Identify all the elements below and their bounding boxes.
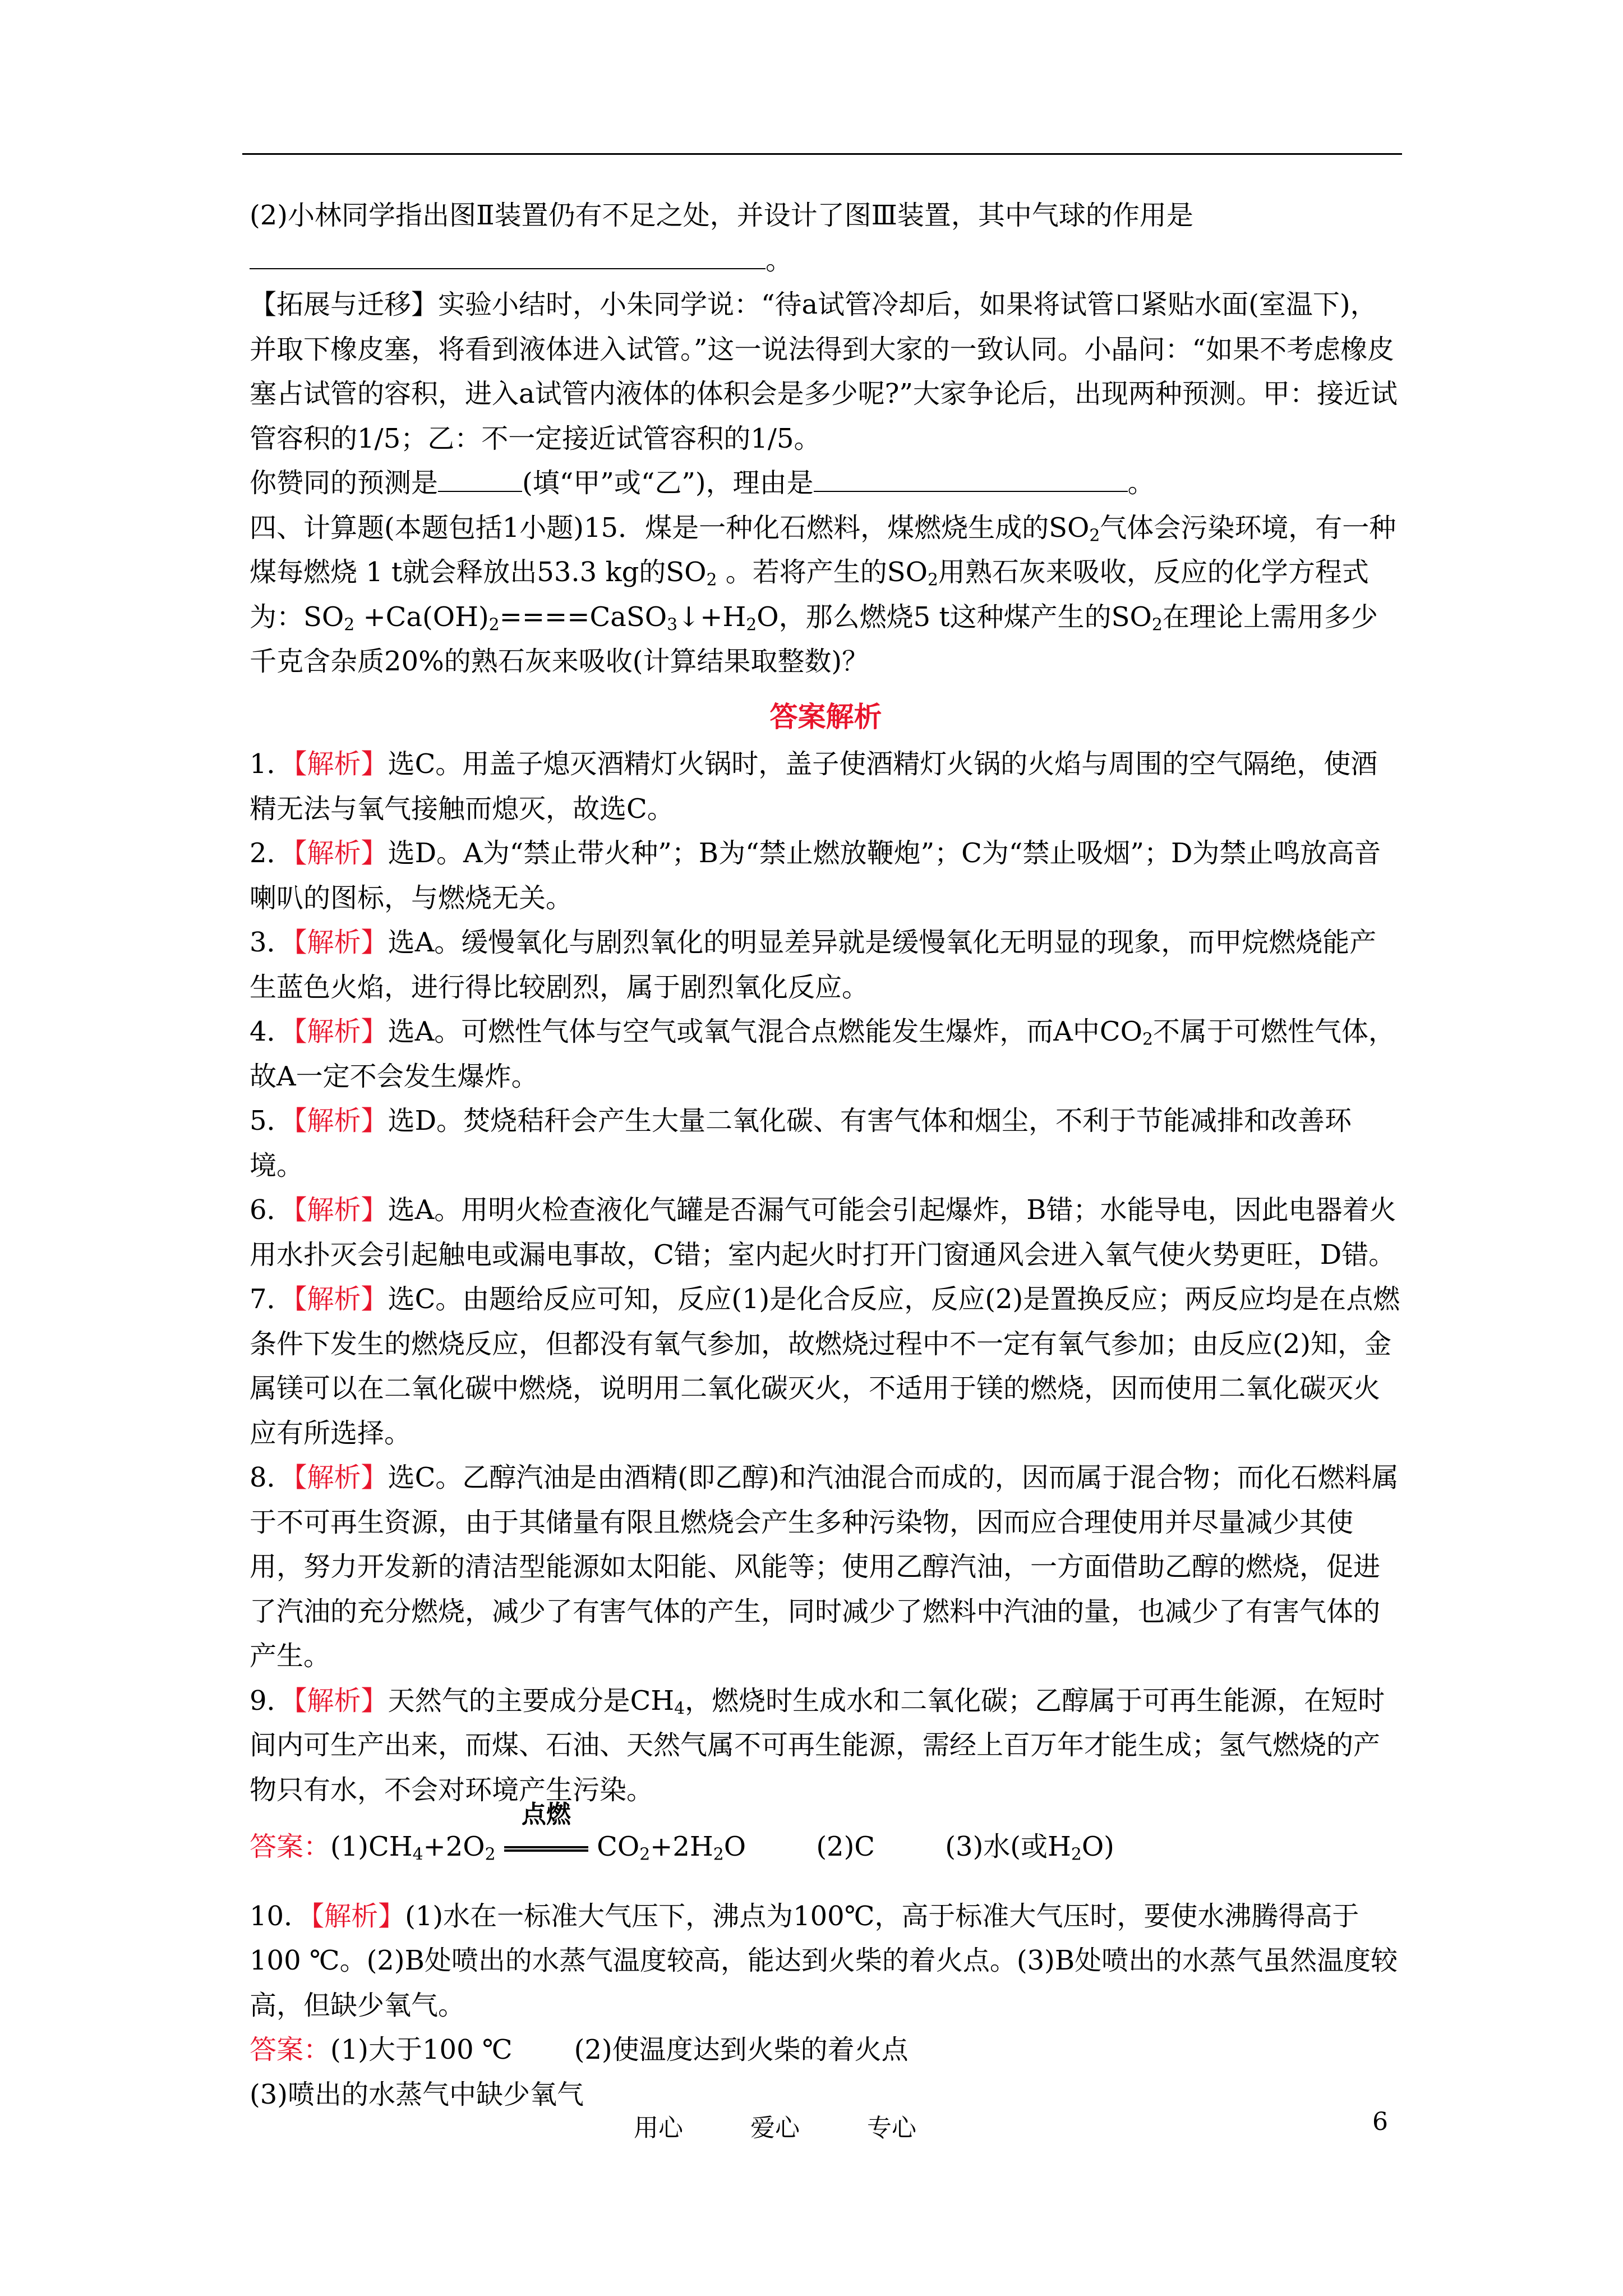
jiexi-label: 【解析】 [293,1462,388,1493]
answer-item-3 [250,921,1402,1010]
item-number: 9． [250,1685,294,1717]
answer-text: (3)喷出的水蒸气中缺少氧气 [250,2078,584,2110]
answer-blank [250,240,766,269]
item-number: 2． [250,838,294,869]
q14-part2-text: (2)小林同学指出图Ⅱ装置仍有不足之处，并设计了图Ⅲ装置，其中气球的作用是 [250,200,1193,231]
item-text: 选A。用明火检查液化气罐是否漏气可能会引起爆炸，B错；水能导电，因此电器着火用水扑灭会引起触电或漏电事故，C错；室内起火时打开门窗通风会进入氧气使火势更旺，D错。 [250,1194,1396,1271]
extension-label: 【拓展与迁移】 [250,289,439,320]
item-text: 选D。焚烧秸秆会产生大量二氧化碳、有害气体和烟尘，不利于节能减排和改善环境。 [250,1105,1352,1181]
answer-blank [814,463,1128,492]
jiexi-label: 【解析】 [311,1900,405,1932]
q15-text: +Ca(OH) [354,601,489,633]
q15-text: 在理论上需用多少千克含杂质20%的熟石灰来吸收(计算结果取整数)？ [250,601,1378,677]
item-number: 4． [250,1016,294,1047]
reaction-condition [504,1800,588,1870]
q14-part2 [250,194,1402,238]
jiexi-label: 【解析】 [293,838,388,869]
subscript: 2 [713,1844,724,1865]
formula-text: (1)CH [330,1831,413,1862]
item-text: 不属于可燃性气体，故A一定不会发生爆炸。 [250,1016,1395,1092]
answer-label: 答案： [250,1831,331,1862]
jiexi-label: 【解析】 [293,1283,388,1315]
jiexi-label: 【解析】 [293,1194,388,1226]
jiexi-label: 【解析】 [293,1685,388,1717]
jiexi-label: 【解析】 [293,1105,388,1137]
item-text: 选A。缓慢氧化与剧烈氧化的明显差异就是缓慢氧化无明显的现象，而甲烷燃烧能产生蓝色火焰，进行得比较剧烈，属于剧烈氧化反应。 [250,927,1377,1003]
q15-text: ↓+H [677,601,746,633]
q15-text: O，那么燃烧5 t这种煤产生的SO [757,601,1152,633]
item-number: 5． [250,1105,294,1137]
formula-text: CO [597,1831,640,1862]
formula-text: (2)C [816,1831,875,1862]
q14-agree [250,461,1402,506]
agree-text: 。 [1127,467,1155,499]
item-text: 选A。可燃性气体与空气或氧气混合点燃能发生爆炸，而A中CO [388,1016,1142,1047]
q15 [250,506,1402,684]
answer-item-2 [250,831,1402,921]
subscript: 2 [1142,1029,1153,1050]
q14-part2-blank-line [250,238,1402,283]
jiexi-label: 【解析】 [293,927,388,958]
footer-motto [634,2108,916,2143]
answer-text: (2)使温度达到火柴的着火点 [574,2034,909,2065]
item-text: 天然气的主要成分是CH [388,1685,675,1717]
subscript: 2 [344,614,355,634]
q15-text: ====CaSO [499,601,667,633]
answer-blank [438,463,522,492]
answer-item-8 [250,1456,1402,1679]
page-content [250,194,1402,2117]
item-number: 8． [250,1462,294,1493]
item-number: 10． [250,1900,311,1932]
q15-text: 。若将产生的SO [717,556,928,588]
formula-text: +2H [650,1831,713,1862]
subscript: 2 [1151,614,1163,634]
answer-item-1 [250,742,1402,831]
footer-word: 专心 [867,2114,916,2142]
footer-word: 用心 [634,2114,683,2142]
header-rule [242,153,1402,155]
subscript: 3 [667,614,677,634]
answers-heading: 答案解析 [769,700,882,733]
item-text: ，燃烧时生成水和二氧化碳；乙醇属于可再生能源，在短时间内可生产出来，而煤、石油、天然气属不可再生能源，需经上百万年才能生成；氢气燃烧的产物只有水，不会对环境产生污染。 [250,1685,1385,1806]
formula-text: (3)水(或H [945,1831,1071,1862]
answer-text: (1)大于100 ℃ [330,2034,513,2065]
item-text: 选C。由题给反应可知，反应(1)是化合反应，反应(2)是置换反应；两反应均是在点燃条件下发生的燃烧反应，但都没有氧气参加，故燃烧过程中不一定有氧气参加；由反应(2)知，金属镁可以在二氧化碳中燃烧，说明用二氧化碳灭火，不适用于镁的燃烧，因而使用二氧化碳灭火应有所选择。 [250,1283,1400,1449]
item-text: 选C。乙醇汽油是由酒精(即乙醇)和汽油混合而成的，因而属于混合物；而化石燃料属于不可再生资源，由于其储量有限且燃烧会产生多种污染物，因而应合理使用并尽量减少其使用，努力开发新的清洁型能源如太阳能、风能等；使用乙醇汽油，一方面借助乙醇的燃烧，促进了汽油的充分燃烧，减少了有害气体的产生，同时减少了燃料中汽油的量，也减少了有害气体的产生。 [250,1462,1399,1672]
subscript: 2 [1071,1844,1082,1865]
answer-item-5 [250,1099,1402,1188]
subscript: 2 [1089,525,1100,545]
item-number: 7． [250,1283,294,1315]
subscript: 2 [488,614,500,634]
subscript: 4 [412,1844,423,1865]
item-text: 选C。用盖子熄灭酒精灯火锅时，盖子使酒精灯火锅的火焰与周围的空气隔绝，使酒精无法与氧气接触而熄灭，故选C。 [250,748,1378,825]
item-text: 选D。A为“禁止带火种”；B为“禁止燃放鞭炮”；C为“禁止吸烟”；D为禁止鸣放高音喇叭的图标，与燃烧无关。 [250,838,1381,914]
jiexi-label: 【解析】 [293,1016,388,1047]
formula-text: +2O [423,1831,485,1862]
subscript: 2 [927,570,938,590]
footer-word: 爱心 [750,2114,800,2142]
item-number: 6． [250,1194,294,1226]
subscript: 2 [706,570,717,590]
answer-item-6 [250,1188,1402,1277]
formula-text: O) [1081,1831,1114,1862]
extension-text: 实验小结时，小朱同学说：“待a试管冷却后，如果将试管口紧贴水面(室温下)，并取下橡皮塞，将看到液体进入试管。”这一说法得到大家的一致认同。小晶问：“如果不考虑橡皮塞占试管的容积，进入a试管内液体的体积会是多少呢?”大家争论后，出现两种预测。甲：接近试管容积的1/5；乙：不一定接近试管容积的1/5。 [250,289,1398,454]
q14-part2-end: 。 [766,244,793,276]
formula-text: O [723,1831,746,1862]
jiexi-label: 【解析】 [293,748,388,780]
page-number: 6 [1372,2108,1388,2136]
answer-label: 答案： [250,2034,331,2065]
agree-text: (填“甲”或“乙”)，理由是 [522,467,814,499]
item-number: 3． [250,927,294,958]
item-number: 1． [250,748,294,780]
subscript: 2 [639,1844,651,1865]
item-text: (1)水在一标准大气压下，沸点为100℃，高于标准大气压时，要使水沸腾得高于100 ℃。(2)B处喷出的水蒸气温度较高，能达到火柴的着火点。(3)B处喷出的水蒸气虽然温度较高，但缺少氧气。 [250,1900,1398,2021]
answer-item-7 [250,1277,1402,1456]
agree-text: 你赞同的预测是 [250,467,439,499]
answer-item-9 [250,1679,1402,1813]
q15-text: 气体会污染环境，有一种煤每燃烧 1 t就会释放出53.3 kg的SO [250,512,1396,588]
condition-label: 点燃 [521,1800,571,1829]
q15-text: 用熟石灰来吸收，反应的化学方程式为：SO [250,556,1369,633]
answer-item-10 [250,1894,1402,2028]
answer-9-line [250,1800,1402,1870]
q14-extension [250,283,1402,461]
q15-text: 四、计算题(本题包括1小题)15．煤是一种化石燃料，煤燃烧生成的SO [250,512,1090,544]
subscript: 4 [674,1698,685,1718]
subscript: 2 [746,614,757,634]
subscript: 2 [485,1844,496,1865]
answer-item-4 [250,1010,1402,1099]
reaction-arrow [504,1846,588,1852]
answer-10-line [250,2028,1402,2073]
